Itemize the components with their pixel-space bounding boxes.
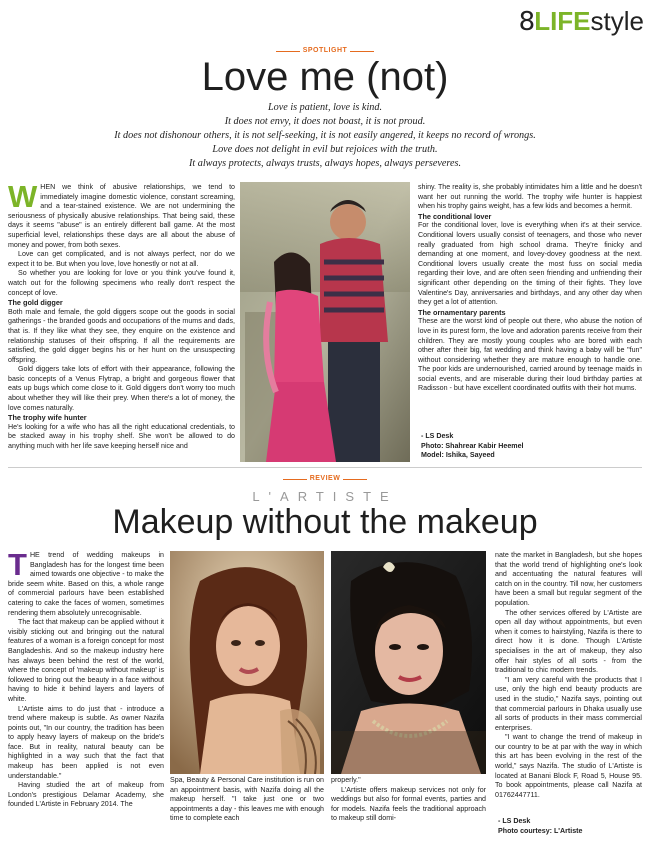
brand-name: L'ARTISTE xyxy=(252,489,398,504)
body-paragraph: Both male and female, the gold diggers scope out the goods in social gatherings - the branded goods and occupations of the mums and dads, that is. If they like what they see, they enquire on the existence and relationship statuses of their offspring. If all the requirements are satisfied, the gold digger begins his or her hunt on the unsuspecting offspring. xyxy=(8,307,235,364)
body-paragraph: shiny. The reality is, she probably intimidates him a little and he doesn't want her out running the world. The trophy wife hunter is happiest when his trophy gains weight, has a few kids and becomes a hermit. xyxy=(418,183,642,211)
poem-line: Love is patient, love is kind. xyxy=(267,102,383,113)
body-paragraph: "I am very careful with the products that I use, only the high end beauty products are used in the studio," Nazifa says, pointing out that commercial parlours in Dhaka usually use all sorts of products in their mass commercial enterprises. xyxy=(495,675,642,732)
body-paragraph: The other services offered by L'Artiste are open all day without appointments, but even when it comes to hairstyling, Nazifa is there to direct how it is done. Though L'Artiste specialises in the art of makeup, they also offer hair styles of all sorts - from the traditional to chic modern trends. xyxy=(495,608,642,675)
model-photo-2 xyxy=(331,551,486,774)
article2-column-4 xyxy=(495,551,642,800)
poem-line: It always protects, always trusts, always hopes, always perseveres. xyxy=(188,158,462,170)
section-life: LIFE xyxy=(534,6,591,36)
article-headline-love: Love me (not) xyxy=(201,55,449,99)
article2-credits xyxy=(498,817,582,836)
body-paragraph: trend of wedding makeups in Bangladesh has for the longest time been aimed towards one objective - to make the bride seem white. Based on this, a whole range of commercial parlours have been established catering to cake the faces of women, sometimes rendering them absolutely unrecognisable. xyxy=(8,551,164,617)
section-divider xyxy=(8,467,642,468)
article1-credits xyxy=(421,432,524,461)
review-kicker: REVIEW xyxy=(0,475,650,482)
model-photo-1 xyxy=(170,551,324,774)
byline: - LS Desk xyxy=(421,432,454,440)
article1-column-2 xyxy=(418,183,642,394)
subhead-ornamentary-parents: The ornamentary parents xyxy=(418,307,506,317)
body-paragraph: Having studied the art of makeup from London's prestigious Delamar Academy, she founded L'Artiste in February 2014. The xyxy=(8,781,164,809)
body-paragraph: L'Artiste offers makeup services not only for weddings but also for formal events, parties and for models. Nazifa feels the traditional approach to makeup still domi- xyxy=(331,785,486,823)
body-paragraph: L'Artiste aims to do just that - introduce a trend where makeup is subtle. As owner Nazifa points out, "In our country, the tradition has been to apply heavy layers of makeup on the bride's face. But in reality, natural beauty can be highlighted in a way such that the fact that makeup has been applied is not even understandable." xyxy=(8,704,164,780)
poem-line: Love does not delight in evil but rejoices with the truth. xyxy=(212,144,438,156)
article-headline-makeup: Makeup without the makeup xyxy=(112,503,538,541)
photo-credit: Photo: Shahrear Kabir Heemel xyxy=(421,441,524,450)
body-paragraph: properly." xyxy=(331,776,361,784)
article2-column-3 xyxy=(331,776,486,824)
page-masthead xyxy=(518,6,644,37)
subhead-conditional-lover: The conditional lover xyxy=(418,211,492,221)
page-number: 8 xyxy=(518,7,535,37)
photo-credit: Photo courtesy: L'Artiste xyxy=(498,826,583,835)
body-paragraph: For the conditional lover, love is everything when it's at their service. Conditional lovers usually consist of teenagers, and those who never really graduated from high school drama. They're finicky and demanding at one moment, and lovey-dovey goodness at the next. Conditional lovers usually create the most fuss on social media regarding their love, and are often seen friending and unfriending their significant other depending on the timing of their fights. They love Valentine's Day, anniversaries and birthdays, and any other day when they get a lot of attention. xyxy=(418,221,642,307)
article2-column-1: THE trend of wedding makeups in Bangladesh has for the longest time been aimed towards one objective - to make the bride seem white. Based on this, a whole range of commercial parlours have been established catering to cake the faces of women, sometimes rendering them absolutely unrecognisable. The fact that makeup can be applied without it visibly sticking out and bringing out the natural features of a woman is a foreign concept for most Bangladeshis. And so the makeup industry here has always been behind the rest of the world, where the concept of 'makeup without makeup' is followed to bring out the beauty in a face without having to hide it behind layers and layers of white. L'Artiste aims to do just that - introduce a trend where makeup is subtle. As owner Nazifa points out, "In our country, the tradition has been to apply heavy layers of makeup on the bride's face. But in reality, natural beauty can be highlighted in a way such that the fact that makeup has been applied is not even understandable." Having studied the art of makeup from London's prestigious Delamar Academy, she founded L'Artiste in February 2014. The xyxy=(8,547,164,809)
couple-photo xyxy=(240,182,410,462)
model-credit: Model: Ishika, Sayeed xyxy=(421,451,495,460)
section-style: style xyxy=(590,6,644,36)
article1-column-1: WHEN we think of abusive relationships, we tend to immediately imagine domestic violence, constant screaming, and a tear-stained existence. We are not undermining the seriousness of physically abusive relationships. That being said, these days it seems "abuse" is an entirely different ball game. At the most superficial level, relationships these days are all about the abuse of money and power, from both sexes. Love can get complicated, and is not always perfect, nor do we expect it to be. But when you love, love honestly or not at all. So whether you are looking for love or you think you've found it, watch out for the following specimens who really don't respect the concept of love. The gold digger Both male and female, the gold diggers scope out the goods in social gatherings - the branded goods and occupations of the mums and dads, that is. If they like what they see, they enquire on the existence and relationship statuses of their offspring. If all the requirements are satisfied, the gold digger begins his or her hunt on the unsuspecting offspring. Gold diggers take lots of effort with their appearance, following the basic concepts of a Venus Flytrap, a bright and gorgeous flower that eats up bugs which come close to it. Gold diggers don't worry too much about whether they will like their prey. When there's a lot of money, the love comes naturally. The trophy wife hunter He's looking for a wife who has all the right educational credentials, to be stacked away in his trophy shelf. She won't be allowed to do anything much with her life save keeping herself nice and xyxy=(8,179,235,451)
subhead-trophy-wife: The trophy wife hunter xyxy=(8,413,87,423)
epigraph-poem xyxy=(80,101,570,171)
dropcap: W xyxy=(8,179,38,214)
body-paragraph: we think of abusive relationships, we tend to immediately imagine domestic violence, constant screaming, and a tear-stained existence. We are not undermining the seriousness of physically abusive relationships. That being said, these days it seems "abuse" is an entirely different ball game. At the most superficial level, relationships these days are all about the abuse of money and power, from both sexes. xyxy=(8,183,235,249)
body-paragraph: Gold diggers take lots of effort with their appearance, following the basic concepts of a Venus Flytrap, a bright and gorgeous flower that eats up bugs which come close to it. Gold diggers don't worry too much about whether they will like their prey. When there's a lot of money, the love comes naturally. xyxy=(8,365,235,412)
body-paragraph: Spa, Beauty & Personal Care institution is run on an appointment basis, with Nazifa doing all the makeup herself. "I take just one or two appointments a day - this leaves me with enough time to complete each xyxy=(170,776,324,823)
body-paragraph: nate the market in Bangladesh, but she hopes that the world trend of highlighting one's look and accentuating the natural features will catch on in the country. Till now, her customers have been a small but regular segment of the population. xyxy=(495,551,642,607)
byline: - LS Desk xyxy=(498,817,531,825)
body-paragraph: Love can get complicated, and is not always perfect, nor do we expect it to be. But when you love, love honestly or not at all. xyxy=(8,250,235,268)
body-paragraph: He's looking for a wife who has all the right educational credentials, to be stacked away in his trophy shelf. She won't be allowed to do anything much with her life save keeping herself nice and xyxy=(8,422,235,451)
article2-column-2 xyxy=(170,776,324,824)
body-paragraph: "I want to change the trend of makeup in our country to be at par with the way in which this art has been evolving in the rest of the world," says Nazifa. The studio of L'Artiste is located at Banani Block F, Road 5, House 95. To book appointments, please call Nazifa at 01762447711. xyxy=(495,733,642,799)
body-paragraph: These are the worst kind of people out there, who abuse the notion of love in its purest form, the love and adoration parents receive from their children. They are mostly young couples who are bored with each other after their big, fat wedding and think having a baby will be "fun" without considering whether they are mature enough to handle one. The poor kids are undernourished, carried around by teenage maids in social events, and are miserable during their loud birthday parties at Radisson - but have excellent coordinated outfits with their hot mums. xyxy=(418,317,642,393)
poem-line: It does not envy, it does not boast, it is not proud. xyxy=(224,116,426,128)
subhead-gold-digger: The gold digger xyxy=(8,298,63,308)
poem-line: It does not dishonour others, it is not self-seeking, it is not easily angered, it keeps no record of wrongs. xyxy=(114,130,536,142)
body-paragraph: So whether you are looking for love or you think you've found it, watch out for the following specimens who really don't respect the concept of love. xyxy=(8,269,235,297)
body-paragraph: The fact that makeup can be applied without it visibly sticking out and bringing out the natural features of a woman is a foreign concept for most Bangladeshis. And so the makeup industry here has always been behind the rest of the world, where the concept of 'makeup without makeup' is followed to bring out the beauty in a face without having to hide it behind layers and layers of white. xyxy=(8,618,164,703)
dropcap: T xyxy=(8,547,27,582)
spotlight-kicker: SPOTLIGHT xyxy=(0,47,650,54)
